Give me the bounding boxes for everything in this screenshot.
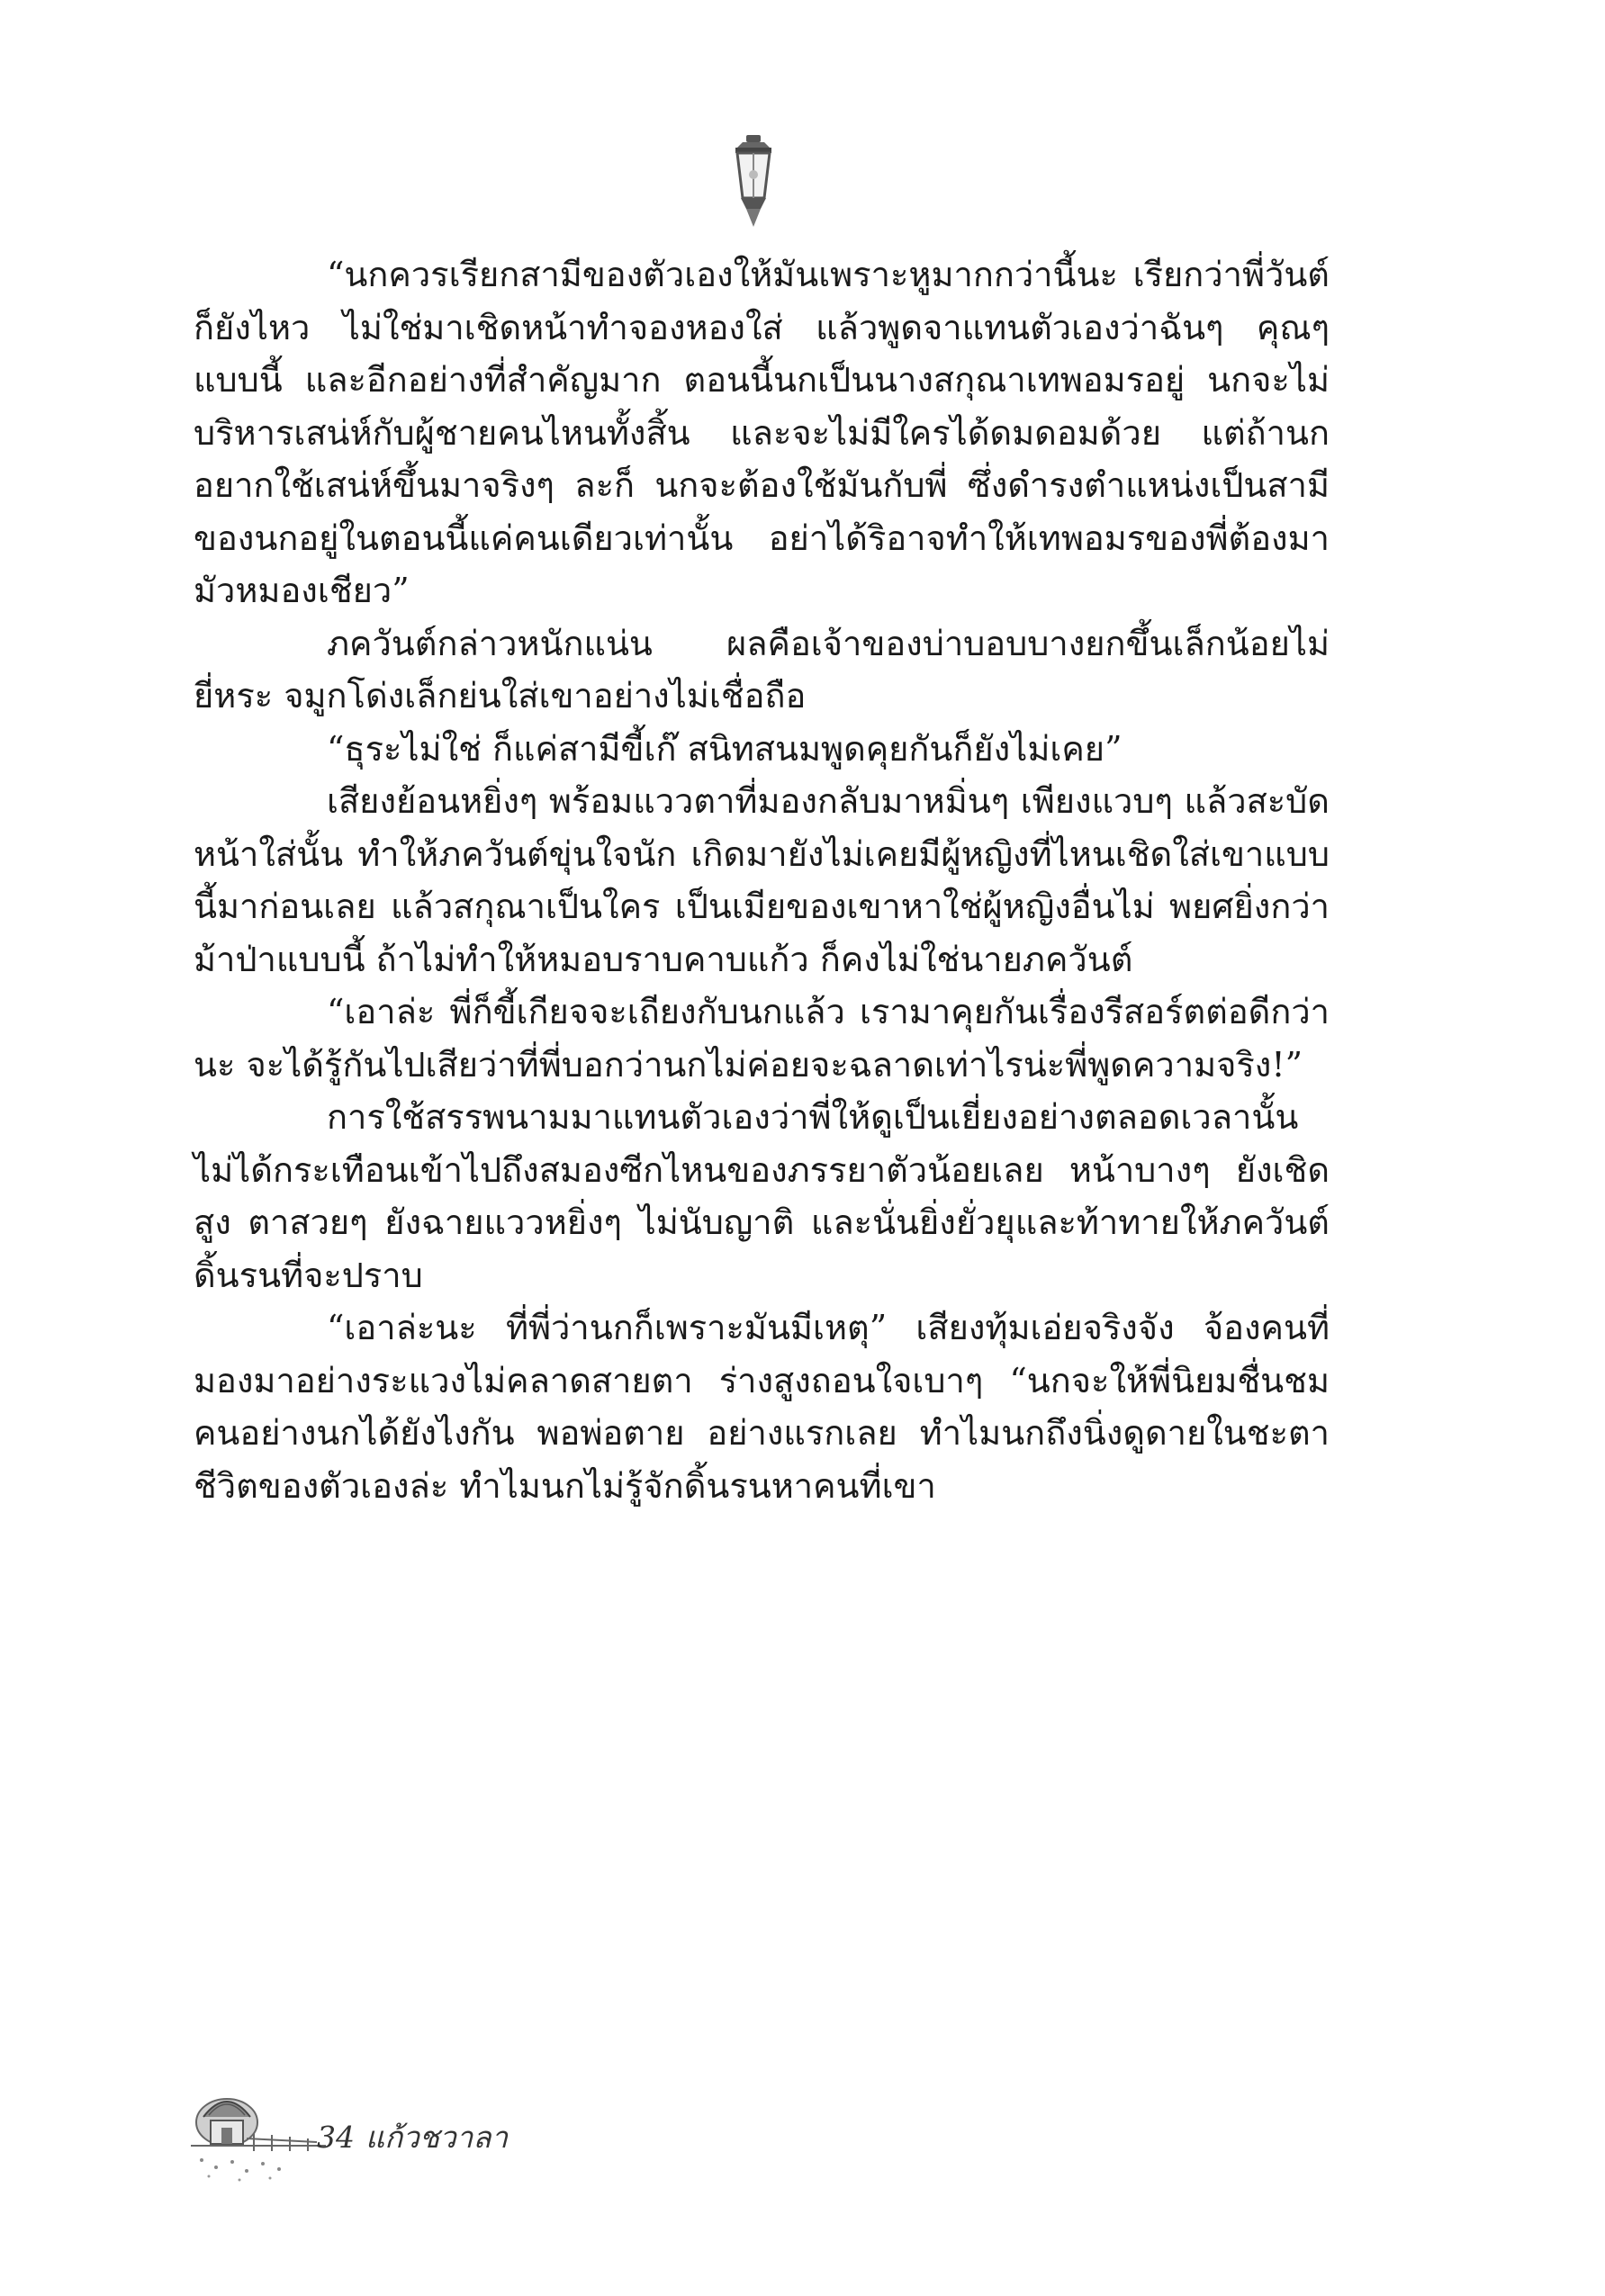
page-footer (191, 2070, 515, 2196)
paragraph: “นกควรเรียกสามีของตัวเองให้มันเพราะหูมากกว่านี้นะ เรียกว่าพี่วันต์ก็ยังไหว ไม่ใช่มาเชิดหน้าทำจองหองใส่ แล้วพูดจาแทนตัวเองว่าฉันๆ คุณๆ แบบนี้ และอีกอย่างที่สำคัญมาก ตอนนี้นกเป็นนางสกุณาเทพอมรอยู่ นกจะไม่บริหารเสน่ห์กับผู้ชายคนไหนทั้งสิ้น และจะไม่มีใครได้ดมดอมด้วย แต่ถ้านกอยากใช้เสน่ห์ขึ้นมาจริงๆ ละก็ นกจะต้องใช้มันกับพี่ ซึ่งดำรงตำแหน่งเป็นสามีของนกอยู่ในตอนนี้แค่คนเดียวเท่านั้น อย่าได้ริอาจทำให้เทพอมรของพี่ต้องมามัวหมองเชียว” (194, 255, 1330, 610)
paragraph: “เอาล่ะ พี่ก็ขี้เกียจจะเถียงกับนกแล้ว เรามาคุยกันเรื่องรีสอร์ตต่อดีกว่านะ จะได้รู้กันไปเสียว่าที่พี่บอกว่านกไม่ค่อยจะฉลาดเท่าไรน่ะพี่พูดความจริง!” (194, 992, 1330, 1085)
lantern-icon (725, 133, 782, 232)
page-number: 34 (317, 2120, 355, 2155)
footer-text (317, 2113, 518, 2161)
paragraph: “เอาล่ะนะ ที่พี่ว่านกก็เพราะมันมีเหตุ” เสียงทุ้มเอ่ยจริงจัง จ้องคนที่มองมาอย่างระแวงไม่คลาดสายตา ร่างสูงถอนใจเบาๆ “นกจะให้พี่นิยมชื่นชมคนอย่างนกได้ยังไงกัน พอพ่อตาย อย่างแรกเลย ทำไมนกถึงนิ่งดูดายในชะตาชีวิตของตัวเองล่ะ ทำไมนกไม่รู้จักดิ้นรนหาคนที่เขา (194, 1308, 1330, 1506)
house-icon (191, 2070, 326, 2187)
paragraph: เสียงย้อนหยิ่งๆ พร้อมแววตาที่มองกลับมาหมิ่นๆ เพียงแวบๆ แล้วสะบัดหน้าใส่นั้น ทำให้ภควันต์ขุ่นใจนัก เกิดมายังไม่เคยมีผู้หญิงที่ไหนเชิดใส่เขาแบบนี้มาก่อนเลย แล้วสกุณาเป็นใคร เป็นเมียของเขาหาใช่ผู้หญิงอื่นไม่ พยศยิ่งกว่าม้าป่าแบบนี้ ถ้าไม่ทำให้หมอบราบคาบแก้ว ก็คงไม่ใช่นายภควันต์ (194, 781, 1330, 979)
paragraph: ภควันต์กล่าวหนักแน่น ผลคือเจ้าของบ่าบอบบางยกขึ้นเล็กน้อยไม่ยี่หระ จมูกโด่งเล็กย่นใส่เขาอย่างไม่เชื่อถือ (194, 623, 1330, 716)
paragraph: “ธุระไม่ใช่ ก็แค่สามีขี้เก๊ สนิทสนมพูดคุยกันก็ยังไม่เคย” (327, 728, 1123, 769)
book-title: แก้วชวาลา (365, 2120, 508, 2155)
paragraph: การใช้สรรพนามมาแทนตัวเองว่าพี่ให้ดูเป็นเยี่ยงอย่างตลอดเวลานั้นไม่ได้กระเทือนเข้าไปถึงสมองซีกไหนของภรรยาตัวน้อยเลย หน้าบางๆ ยังเชิดสูง ตาสวยๆ ยังฉายแววหยิ่งๆ ไม่นับญาติ และนั่นยิ่งยั่วยุและท้าทายให้ภควันต์ดิ้นรนที่จะปราบ (194, 1097, 1330, 1295)
story-text (194, 248, 1330, 1512)
